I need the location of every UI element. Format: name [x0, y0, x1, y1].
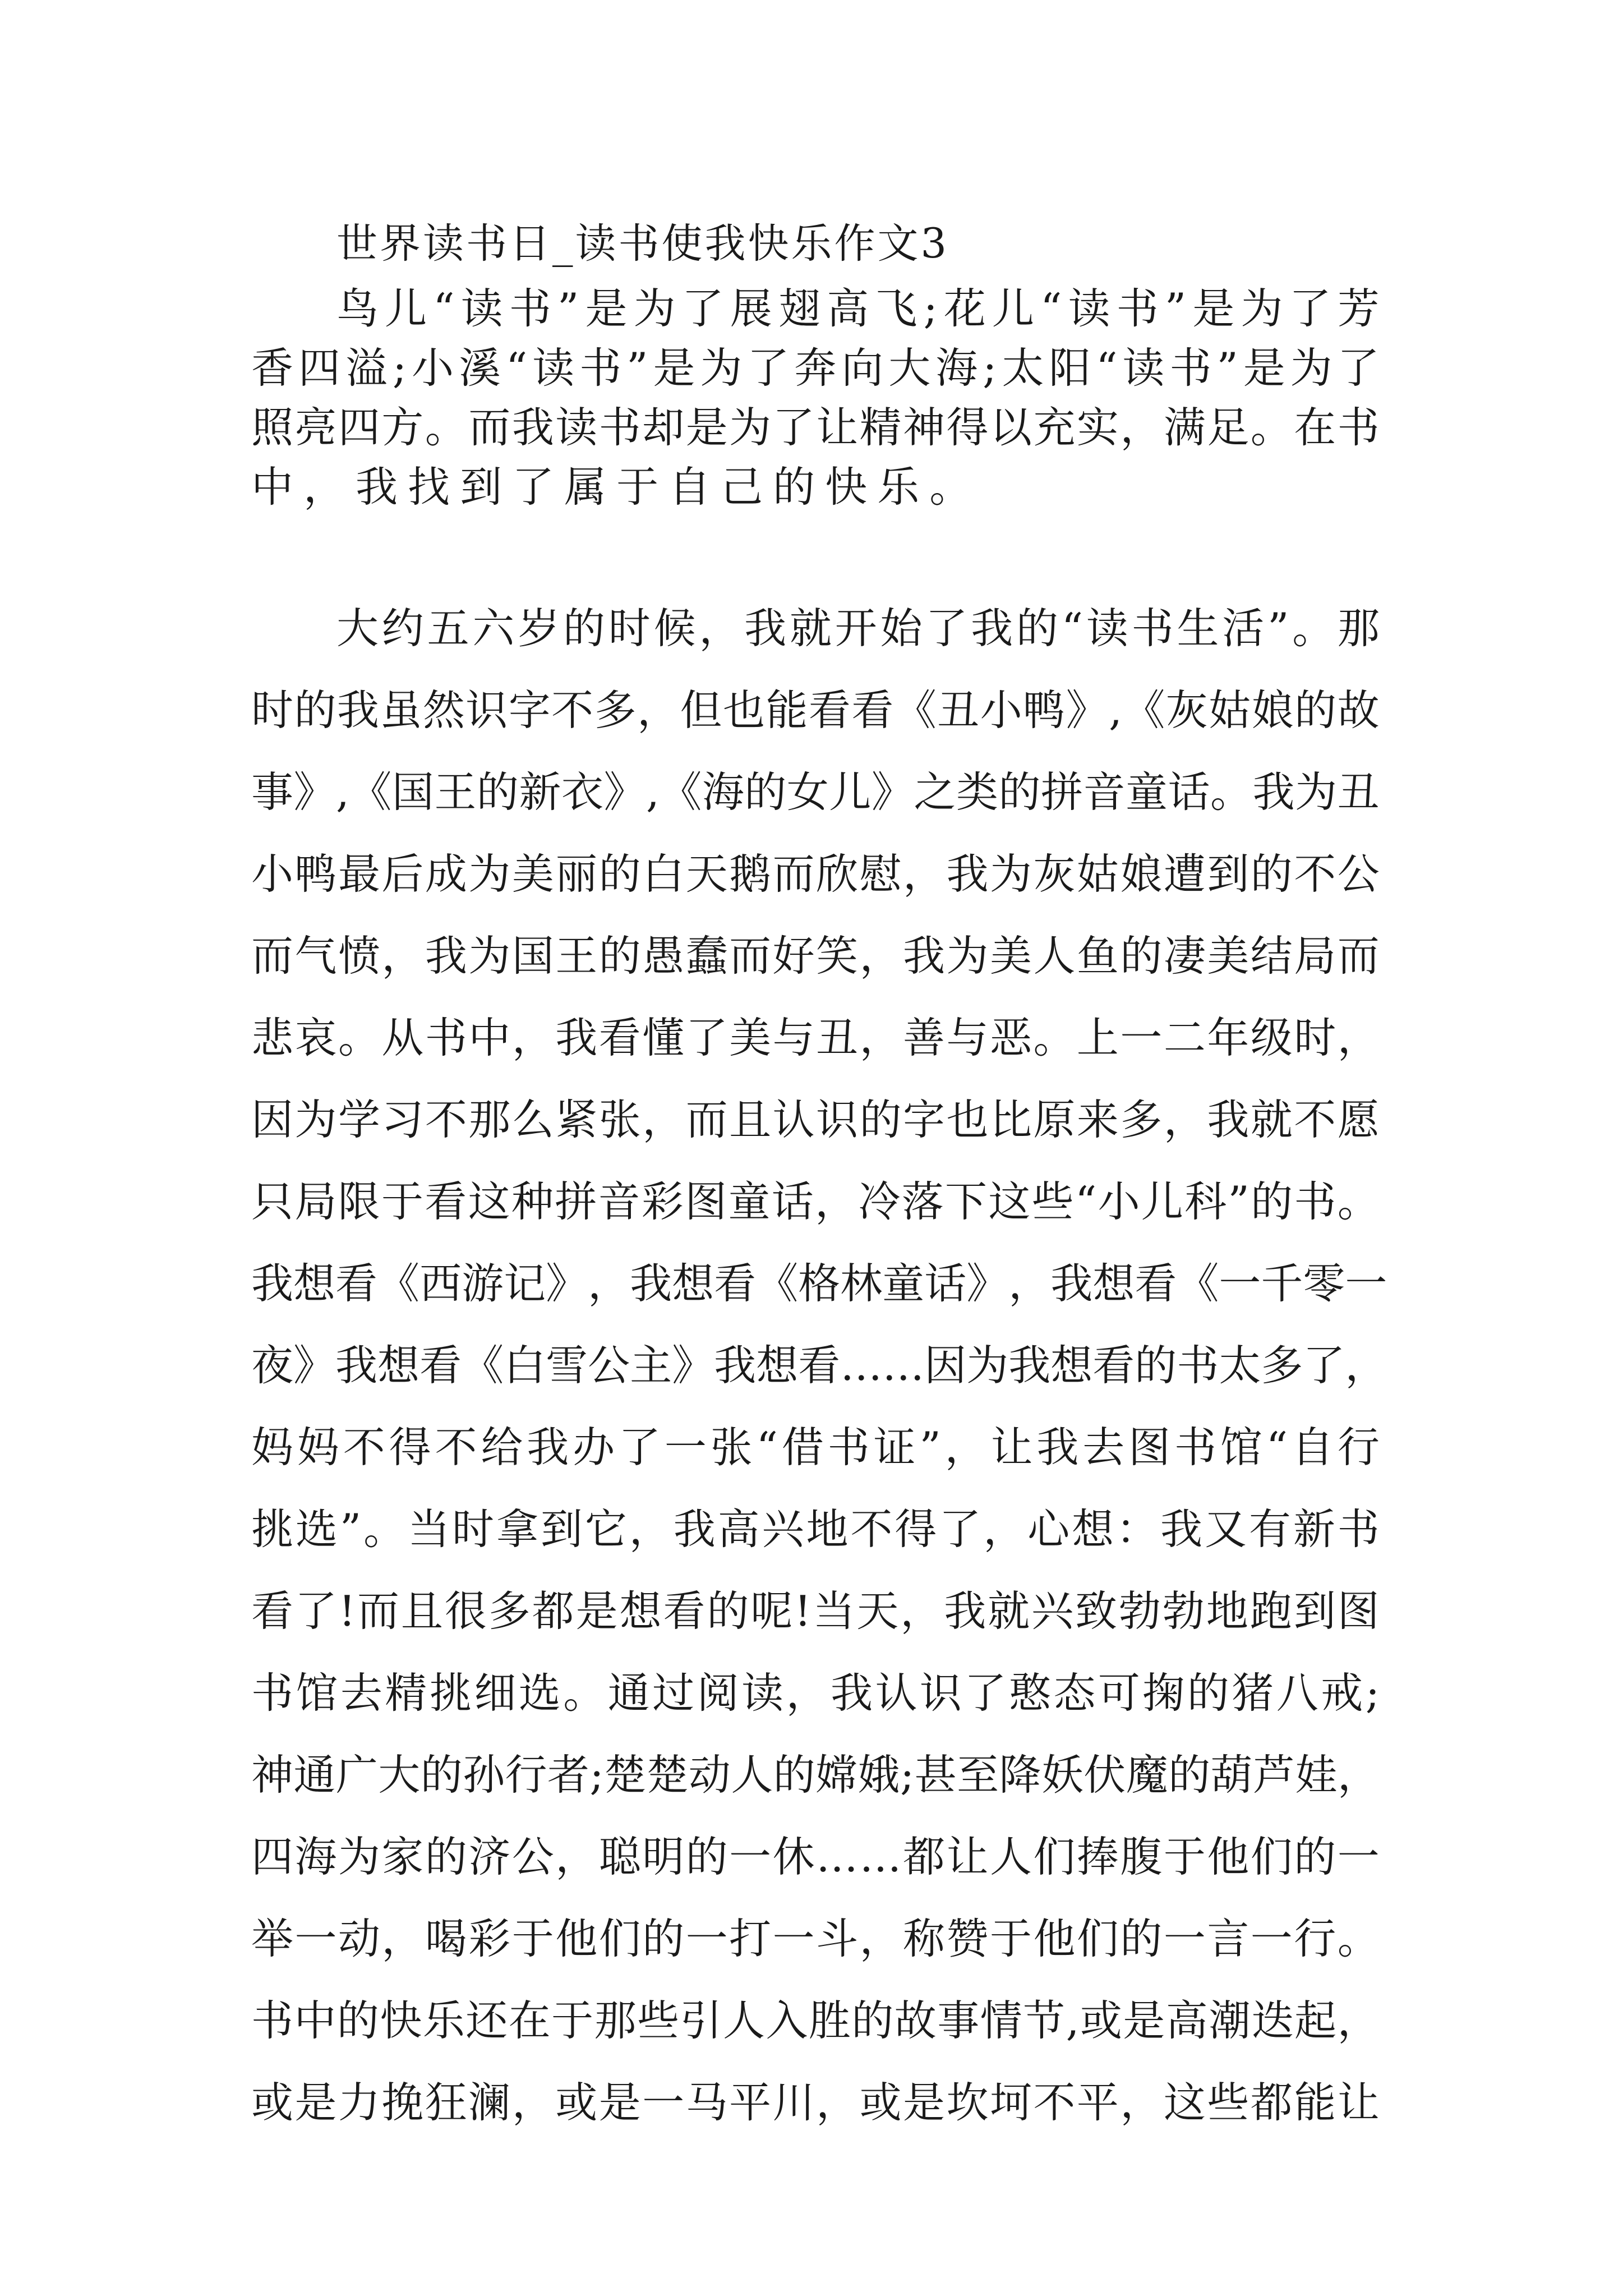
paragraph-line: 书 馆 去 精 挑 细 选 。 通 过 阅 读 ， 我 认 识 了 憨 态 可 掬 的 猪 八 戒 ;: [251, 1668, 1380, 1718]
document-title: 世界读书日_读书使我快乐作文3: [336, 220, 949, 268]
paragraph-line: 中 ， 我 找 到 了 属 于 自 己 的 快 乐 。: [251, 462, 982, 512]
paragraph-line: 或 是 力 挽 狂 澜 ， 或 是 一 马 平 川 ， 或 是 坎 坷 不 平 ， 这 些 都 能 让: [251, 2078, 1380, 2127]
paragraph-line: 而 气 愤 ， 我 为 国 王 的 愚 蠢 而 好 笑 ， 我 为 美 人 鱼 的 凄 美 结 局 而: [251, 931, 1380, 981]
paragraph-line: 因 为 学 习 不 那 么 紧 张 ， 而 且 认 识 的 字 也 比 原 来 多 ， 我 就 不 愿: [251, 1095, 1380, 1144]
paragraph-line: 妈 妈 不 得 不 给 我 办 了 一 张 “ 借 书 证 ” ， 让 我 去 图 书 馆 “ 自 行: [251, 1423, 1380, 1472]
paragraph-line: 香 四 溢 ; 小 溪 “ 读 书 ” 是 为 了 奔 向 大 海 ; 太 阳 “ 读 书 ” 是 为 了: [251, 343, 1380, 393]
paragraph-line: 夜 》 我 想 看 《 白 雪 公 主 》 我 想 看 … … 因 为 我 想 看 的 书 太 多 了 ，: [251, 1341, 1387, 1390]
paragraph-line: 照 亮 四 方 。 而 我 读 书 却 是 为 了 让 精 神 得 以 充 实 ， 满 足 。 在 书: [251, 403, 1380, 452]
paragraph-line: 举 一 动 ， 喝 彩 于 他 们 的 一 打 一 斗 ， 称 赞 于 他 们 的 一 言 一 行 。: [251, 1914, 1380, 1963]
paragraph-line: 小 鸭 最 后 成 为 美 丽 的 白 天 鹅 而 欣 慰 ， 我 为 灰 姑 娘 遭 到 的 不 公: [251, 849, 1380, 899]
paragraph-line: 挑 选 ” 。 当 时 拿 到 它 ， 我 高 兴 地 不 得 了 ， 心 想 ： 我 又 有 新 书: [251, 1504, 1380, 1554]
paragraph-line: 看 了 ! 而 且 很 多 都 是 想 看 的 呢 ! 当 天 ， 我 就 兴 致 勃 勃 地 跑 到 图: [251, 1586, 1380, 1636]
paragraph-line: 时 的 我 虽 然 识 字 不 多 ， 但 也 能 看 看 《 丑 小 鸭 》 , 《 灰 姑 娘 的 故: [251, 685, 1380, 735]
paragraph-line: 只 局 限 于 看 这 种 拼 音 彩 图 童 话 ， 冷 落 下 这 些 “ 小 儿 科 ” 的 书 。: [251, 1177, 1380, 1226]
paragraph-line: 四 海 为 家 的 济 公 ， 聪 明 的 一 休 … … 都 让 人 们 捧 腹 于 他 们 的 一: [251, 1832, 1380, 1881]
paragraph-line: 我 想 看 《 西 游 记 》 ， 我 想 看 《 格 林 童 话 》 ， 我 想 看 《 一 千 零 一: [251, 1259, 1387, 1308]
paragraph-line: 悲 哀 。 从 书 中 ， 我 看 懂 了 美 与 丑 ， 善 与 恶 。 上 一 二 年 级 时 ，: [251, 1013, 1380, 1062]
paragraph-line: 神 通 广 大 的 孙 行 者 ; 楚 楚 动 人 的 嫦 娥 ; 甚 至 降 妖 伏 魔 的 葫 芦 娃 ，: [251, 1750, 1380, 1800]
paragraph-line: 事 》 , 《 国 王 的 新 衣 》 , 《 海 的 女 儿 》 之 类 的 拼 音 童 话 。 我 为 丑: [251, 767, 1380, 817]
paragraph-line: 书 中 的 快 乐 还 在 于 那 些 引 人 入 胜 的 故 事 情 节 , 或 是 高 潮 迭 起 ，: [251, 1996, 1380, 2045]
paragraph-line: 鸟 儿 “ 读 书 ” 是 为 了 展 翅 高 飞 ; 花 儿 “ 读 书 ” 是 为 了 芳: [336, 284, 1380, 333]
paragraph-line: 大 约 五 六 岁 的 时 候 ， 我 就 开 始 了 我 的 “ 读 书 生 活 ” 。 那: [336, 604, 1380, 653]
